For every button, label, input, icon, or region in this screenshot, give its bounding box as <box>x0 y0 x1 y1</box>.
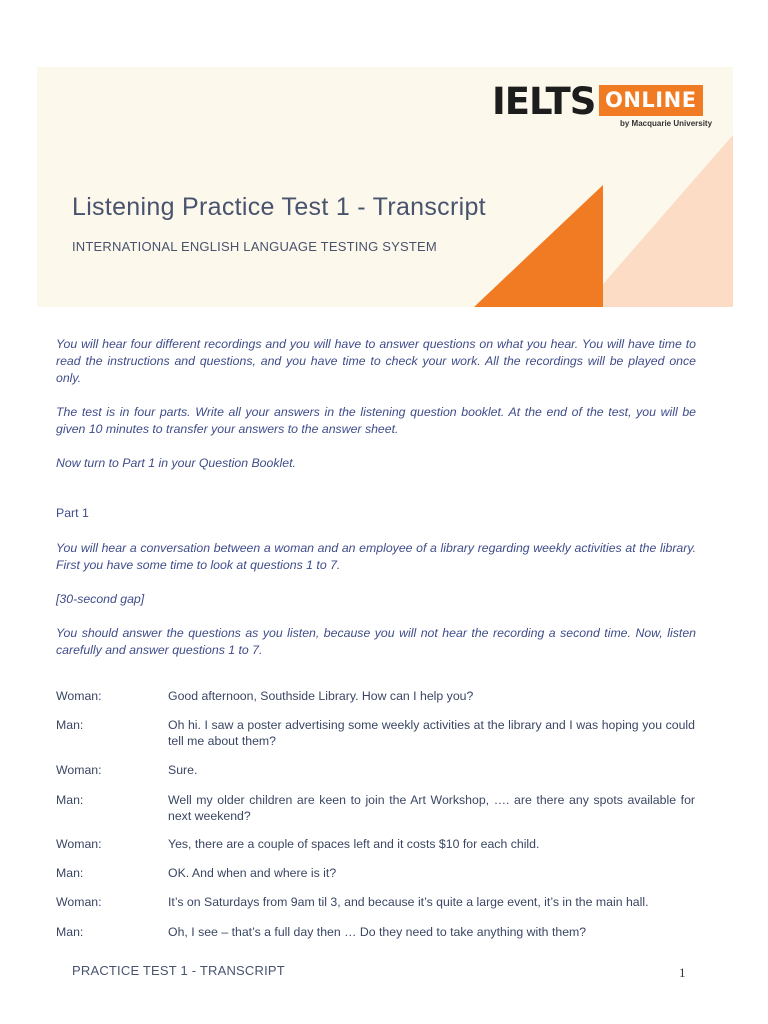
light-triangle <box>583 135 733 307</box>
header-banner <box>37 67 733 307</box>
logo-ielts-text: IELTS <box>492 80 596 123</box>
speech-text: Sure. <box>168 763 198 777</box>
footer-label: PRACTICE TEST 1 - TRANSCRIPT <box>72 963 285 978</box>
speech-text: Yes, there are a couple of spaces left and it costs $10 for each child. <box>168 837 540 851</box>
intro-paragraph-2: The test is in four parts. Write all your answers in the listening question booklet. At the end of the test, you will be given 10 minutes to transfer your answers to the answer sheet. <box>56 405 696 436</box>
logo-online-badge: ONLINE <box>599 85 703 116</box>
orange-triangle <box>474 185 603 307</box>
speaker-label: Man: <box>56 866 84 880</box>
intro-paragraph-3: Now turn to Part 1 in your Question Booklet. <box>56 456 296 470</box>
speech-text: Good afternoon, Southside Library. How can I help you? <box>168 689 474 703</box>
speech-text: It’s on Saturdays from 9am til 3, and because it’s quite a large event, it’s in the main hall. <box>168 895 649 909</box>
speaker-label: Man: <box>56 793 84 807</box>
page-number: 1 <box>679 965 686 980</box>
speaker-label: Woman: <box>56 689 102 703</box>
speech-text: Well my older children are keen to join the Art Workshop, …. are there any spots available for next weekend? <box>168 793 695 823</box>
speaker-label: Woman: <box>56 763 102 777</box>
logo-byline: by Macquarie University <box>620 119 713 128</box>
speech-text: Oh, I see – that’s a full day then … Do they need to take anything with them? <box>168 925 587 939</box>
speech-text: OK. And when and where is it? <box>168 866 337 880</box>
page-title: Listening Practice Test 1 - Transcript <box>72 193 486 221</box>
instructions-paragraph: You should answer the questions as you listen, because you will not hear the recording a second time. Now, listen carefully and answer questions 1 to 7. <box>56 626 696 657</box>
speaker-label: Woman: <box>56 837 102 851</box>
speaker-label: Man: <box>56 925 84 939</box>
intro-paragraph-1: You will hear four different recordings and you will have to answer questions on what you hear. You will have time to read the instructions and questions, and you have time to check your work. All the recordings will be played once only. <box>56 337 696 385</box>
speech-text: Oh hi. I saw a poster advertising some weekly activities at the library and I was hoping you could tell me about them? <box>168 718 695 748</box>
gap-note: [30-second gap] <box>56 592 145 606</box>
speaker-label: Woman: <box>56 895 102 909</box>
part-intro-paragraph: You will hear a conversation between a woman and an employee of a library regarding weekly activities at the library. First you have some time to look at questions 1 to 7. <box>56 541 696 572</box>
page-subtitle: INTERNATIONAL ENGLISH LANGUAGE TESTING SYSTEM <box>72 239 437 254</box>
speaker-label: Man: <box>56 718 84 732</box>
ielts-online-logo <box>492 80 722 133</box>
part-heading: Part 1 <box>56 506 89 520</box>
